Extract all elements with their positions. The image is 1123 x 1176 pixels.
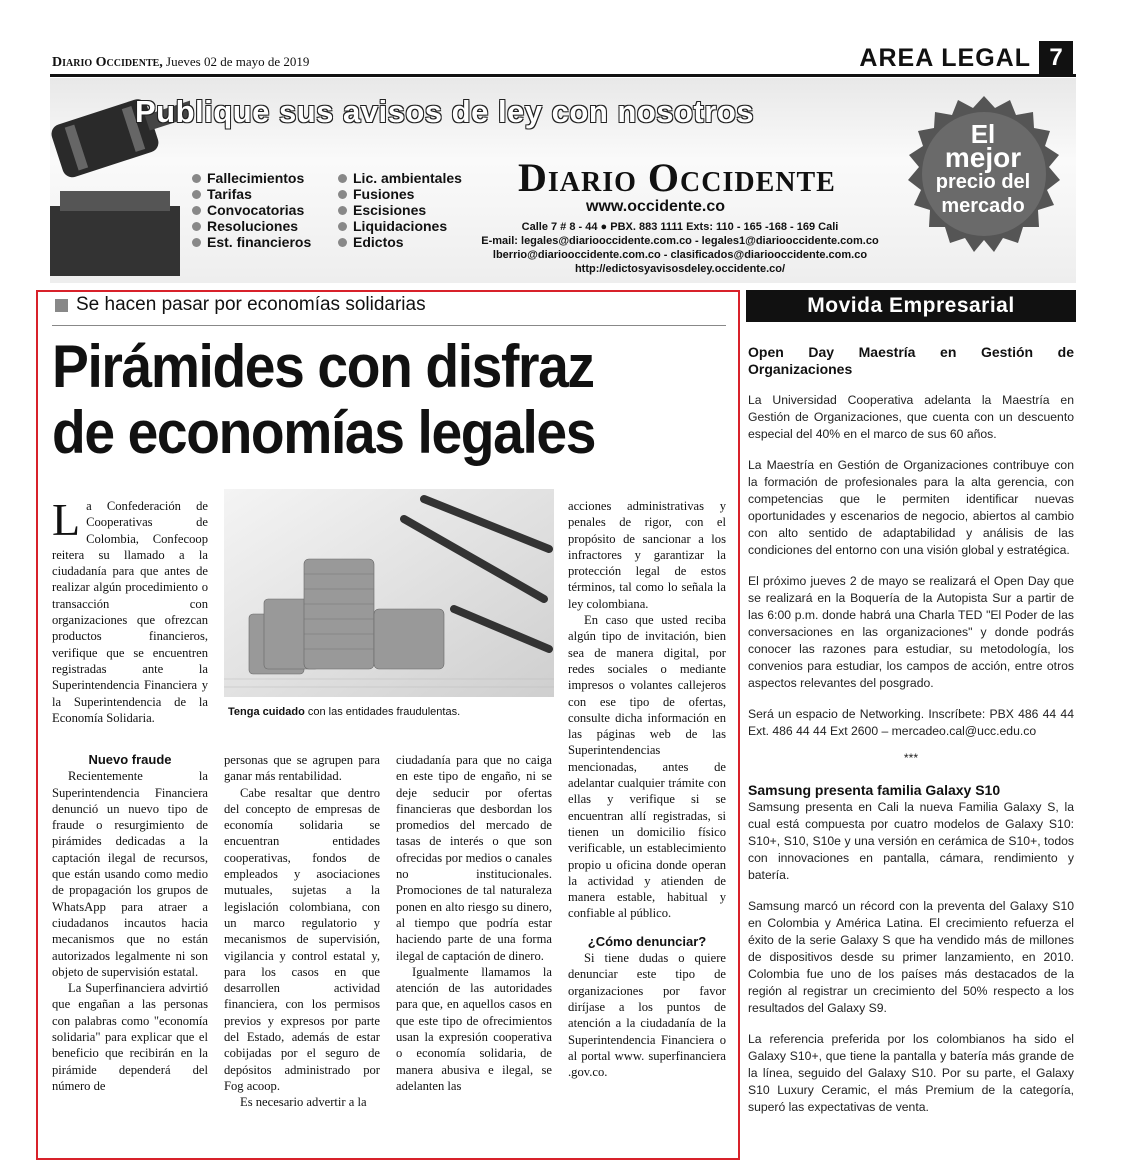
article-column-3: ciudadanía para que no caiga en este tipo de engaño, ni se deje seducir por ofertas financieras que desbordan los promedios del mercado de tasas de interés o que son ofrecidas por medios o canales no institucionales. Promociones de tal naturaleza ponen en alto riesgo su dinero, al tiempo que podría estar haciendo parte de una forma ilegal de captación de dinero. Igualmente llamamos la atención de las autoridades para que, en aquellos casos en que este tipo de ofrecimientos usan la expresión cooperativa o economía solidaria, de manera abusiva e ilegal, se adelanten las [396,753,552,1093]
service-item: Edictos [338,234,462,250]
article-photo [224,489,554,697]
services-list-1 [192,170,311,250]
address: Calle 7 # 8 - 44 [521,221,598,233]
article-kicker: Se hacen pasar por economías solidarias [55,294,426,316]
contact-block: Calle 7 # 8 - 44 ● PBX. 883 1111 Exts: 110 - 165 -168 - 169 Cali E-mail: legales@diariooccidente.com.co - legales1@diariooccidente.com.co lberrio@diariooccidente.com.co - clasificados@diariooccidente.com.co http://edictosyavisosdeley.occidente.co/ [470,220,890,276]
article-column-4: acciones administrativas y penales de rigor, con el propósito de sancionar a los infractores y garantizar la protección legal de estos términos, tal como lo señala la ley colombiana. En caso que usted reciba algún tipo de invitación, bien sea de manera digital, por redes sociales o mediante impresos o volantes callejeros con ese tipo de ofertas, consulte dicha información en las páginas web de las Superintendencias mencionadas, antes de adelantar cualquier trámite con ellas y verifique si se encuentran allí registradas, si tienen un domicilio físico verificable, un establecimiento propio u oficina donde operan la actividad y atienden de manera estable, habitual y confiable al público. ¿Cómo denunciar? Si tiene dudas o quiere denunciar este tipo de organizaciones por favor diríjase a los puntos de atención a la ciudadanía de la Superintendencia Financiera o al portal www. superfinanciera .gov.co. [568,499,726,1080]
service-item: Resoluciones [192,218,311,234]
folio-left [52,54,309,71]
header-rule [50,74,1076,77]
services-list-2 [338,170,462,250]
paper-name: Diario Occidente, [52,55,163,70]
subhead-como-denunciar: ¿Cómo denunciar? [587,933,707,949]
page-number: 7 [1039,41,1073,75]
newspaper-logo: Diario Occidente [518,155,836,200]
seal-text: El mejor precio del mercado [935,119,1031,217]
drop-cap: L [52,494,81,545]
service-item: Fallecimientos [192,170,311,186]
sidebar-title: Movida Empresarial [746,290,1076,322]
email-line-1: E-mail: legales@diariooccidente.com.co - legales1@diariooccidente.com.co [481,235,879,247]
story2-title: Samsung presenta familia Galaxy S10 [748,782,1001,798]
separator: *** [903,751,919,765]
ad-headline: Publique sus avisos de ley con nosotros [135,94,754,129]
article-column-1b: Nuevo fraude Recientemente la Superintendencia Financiera denunció un nuevo tipo de fraude o resurgimiento de pirámides dedicadas a la captación ilegal de recursos, que están usando como medio de propagación los grupos de WhatsApp para atraer a ciudadanos incautos hacia mecanismos que no están autorizados legalmente ni son objeto de supervisión estatal. La Superfinanciera advirtió que engañan a las personas con palabras como "economía solidaria" para explicar que el beneficio que recibirán en la pirámide dependerá del número de [52,752,208,1093]
story1-title: Open Day Maestría en Gestión de Organizaciones [748,344,1074,377]
website: www.occidente.co [586,198,725,215]
service-item: Lic. ambientales [338,170,462,186]
article-column-1 [52,494,208,726]
edicts-url: http://edictosyavisosdeley.occidente.co/ [574,263,786,275]
photo-caption: Tenga cuidado con las entidades fraudulentas. [228,706,461,718]
subhead-nuevo-fraude: Nuevo fraude [88,752,172,767]
section-header [859,42,1073,74]
service-item: Tarifas [192,186,311,202]
sidebar-story-1: Open Day Maestría en Gestión de Organizaciones La Universidad Cooperativa adelanta la Maestría en Gestión de Organizaciones, que cuenta con un descuento especial del 40% en el marco de sus 60 años. La Maestría en Gestión de Organizaciones contribuye con la formación de profesionales para la alta gerencia, con competencias que le permiten identificar nuevas oportunidades y escenarios de negocio, abiertos al cambio con alto sentido de adaptabilidad y análisis de las condiciones del entorno con una visión global y estratégica. El próximo jueves 2 de mayo se realizará el Open Day que se realizará en la Boquería de la Autopista Sur a partir de las 6:00 p.m. donde habrá una Charla TED "El Poder de las conversaciones en las organizaciones" y donde podrás conocer las razones para estudiar, su metodología, los convenios para estudiar, los campos de acción, entre otros aspectos relevantes del posgrado. Será un espacio de Networking. Inscríbete: PBX 486 44 44 Ext. 486 44 44 Ext 2600 – mercadeo.cal@ucc.edu.co *** [748,344,1074,765]
service-item: Fusiones [338,186,462,202]
kicker-rule [52,325,726,326]
section-name: AREA LEGAL [859,43,1031,72]
legal-notices-ad [50,78,1076,283]
intro-paragraph: La Confederación de Cooperativas de Colombia, Confecoop reitera su llamado a la ciudadanía para que antes de realizar algún procedimiento o transacción con organizaciones que ofrezcan productos financieros, verifique que se encuentren registradas ante la Superintendencia Financiera y la Superintendencia de la Economía Solidaria. [52,494,208,725]
service-item: Convocatorias [192,202,311,218]
service-item: Escisiones [338,202,462,218]
service-item: Liquidaciones [338,218,462,234]
pbx: PBX. 883 1111 Exts: 110 - 165 -168 - 169 Cali [610,221,839,233]
sidebar-story-2: Samsung presenta familia Galaxy S10 Samsung presenta en Cali la nueva Familia Galaxy S, la cual está compuesta por cuatro modelos de Galaxy S10: S10+, S10, S10e y una versión en cerámica de S10+, todos con innovaciones en pantalla, cámara, rendimiento y batería. Samsung marcó un récord con la preventa del Galaxy S10 en Colombia y América Latina. El crecimiento refuerza el éxito de la serie Galaxy S que ha vendido más de millones de dispositivos desde su primer lanzamiento, en 2010. Colombia fue uno de los países más destacados de la región al registrar un crecimiento del 50% respecto a los resultados del Galaxy S9. La referencia preferida por los colombianos ha sido el Galaxy S10+, que tiene la pantalla y batería más grande de la línea, seguido del Galaxy S10. Por su parte, el Galaxy S10 Luxury Ceramic, el más Premium de la categoría, superó las expectativas de venta. [748,782,1074,1114]
article-headline: Pirámides con disfraz de economías legales [52,333,596,466]
service-item: Est. financieros [192,234,311,250]
issue-date: Jueves 02 de mayo de 2019 [166,54,310,69]
email-line-2: lberrio@diariooccidente.com.co - clasificados@diariooccidente.com.co [492,249,868,261]
article-column-2: personas que se agrupen para ganar más rentabilidad. Cabe resaltar que dentro del concepto de empresas de economía solidaria se encuentran entidades cooperativas, fondos de empleados y asociaciones mutuales, sujetas a la legislación colombiana, con un marco regulatorio y mecanismos de supervisión, vigilancia y control estatal y, para los casos en que desarrollen actividad financiera, con los permisos previos y expresos por parte del Estado, además de estar cobijadas por el seguro de depósitos administrado por Fog acoop. Es necesario advertir a la [224,753,380,1110]
